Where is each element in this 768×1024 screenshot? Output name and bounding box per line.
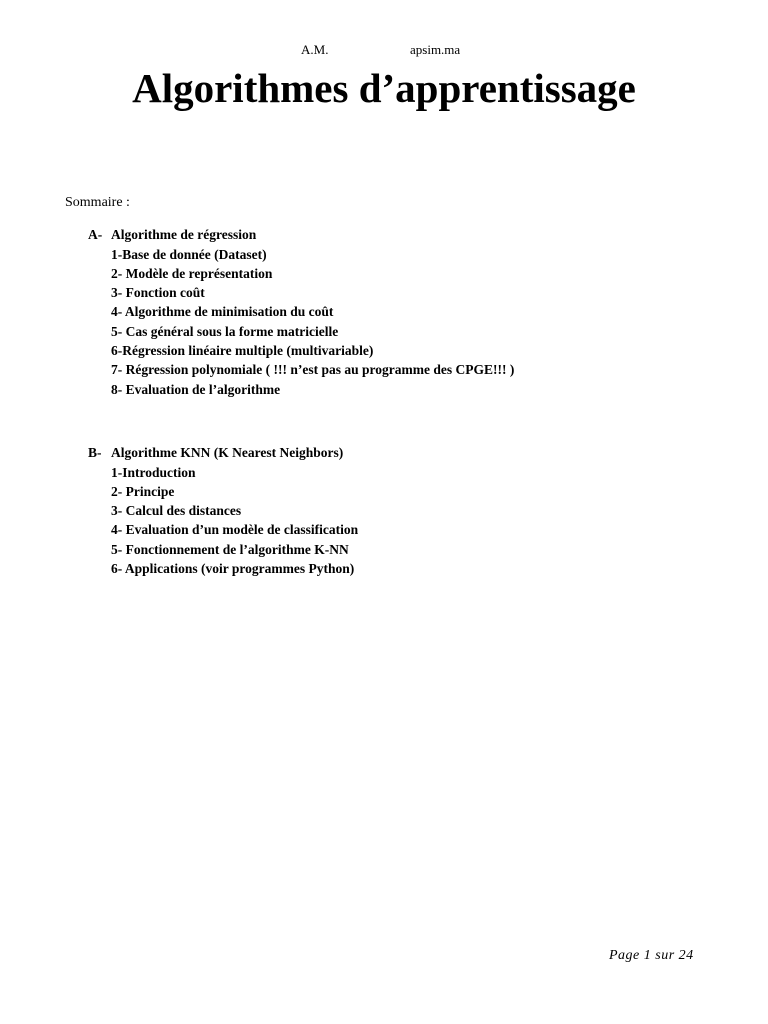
section-a-letter: A- (88, 227, 103, 242)
list-item: 4- Algorithme de minimisation du coût (111, 304, 334, 320)
list-item: 8- Evaluation de l’algorithme (111, 381, 281, 397)
section-b (88, 443, 358, 578)
section-b-title: Algorithme KNN (K Nearest Neighbors) (111, 445, 344, 460)
list-item: 5- Cas général sous la forme matricielle (111, 323, 339, 339)
page-number: Page 1 sur 24 (609, 948, 694, 963)
section-b-heading (88, 443, 358, 463)
list-item: 2- Modèle de représentation (111, 265, 273, 281)
list-item: 3- Fonction coût (111, 285, 205, 301)
list-item: 6-Régression linéaire multiple (multivariable) (111, 342, 374, 358)
list-item: 7- Régression polynomiale ( !!! n’est pas au programme des CPGE!!! ) (111, 362, 515, 378)
section-a (88, 225, 514, 399)
page-header (0, 42, 768, 60)
list-item: 5- Fonctionnement de l’algorithme K-NN (111, 541, 349, 557)
section-b-items (88, 463, 358, 579)
list-item: 1-Introduction (111, 464, 196, 480)
summary-label: Sommaire : (65, 195, 130, 210)
header-site: apsim.ma (410, 42, 461, 57)
document-title: Algorithmes d’apprentissage (132, 65, 636, 111)
list-item: 3- Calcul des distances (111, 503, 242, 519)
list-item: 4- Evaluation d’un modèle de classification (111, 522, 359, 538)
section-a-title: Algorithme de régression (111, 227, 257, 242)
list-item: 1-Base de donnée (Dataset) (111, 246, 267, 262)
list-item: 6- Applications (voir programmes Python) (111, 560, 355, 576)
section-b-letter: B- (88, 445, 102, 460)
section-a-heading (88, 225, 514, 245)
list-item: 2- Principe (111, 483, 175, 499)
section-a-items (88, 245, 514, 399)
header-author: A.M. (301, 42, 329, 57)
